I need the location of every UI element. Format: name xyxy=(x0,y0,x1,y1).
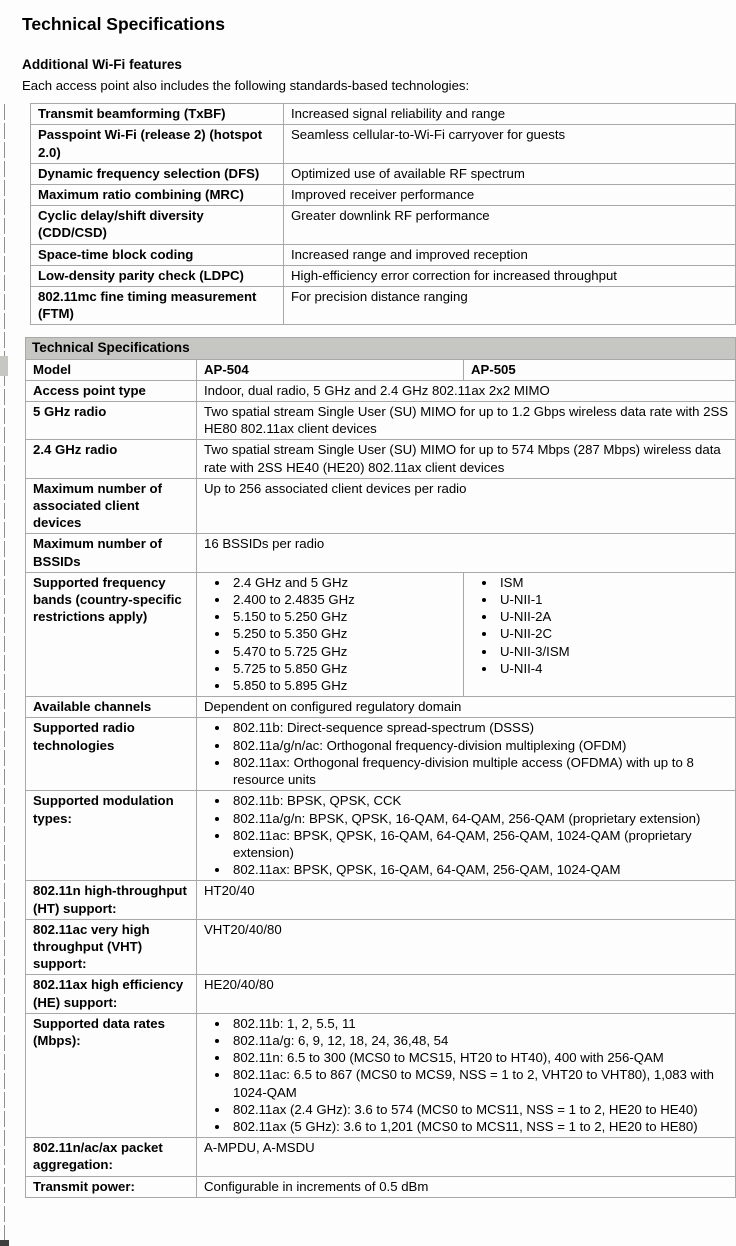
feature-value: Optimized use of available RF spectrum xyxy=(284,163,736,184)
bullet-item: • ISM xyxy=(497,574,731,591)
data-rates-list xyxy=(197,1015,731,1135)
bullet-item: • 2.400 to 2.4835 GHz xyxy=(230,591,459,608)
bullet-item: • 802.11ax: BPSK, QPSK, 16-QAM, 64-QAM, 256-QAM, 1024-QAM xyxy=(230,861,731,878)
spec-bullet-cell xyxy=(197,572,464,696)
bullet-item: • 802.11ac: 6.5 to 867 (MCS0 to MCS9, NSS = 1 to 2, VHT20 to VHT80), 1,083 with 1024-QAM xyxy=(230,1066,731,1100)
spec-label: 2.4 GHz radio xyxy=(26,440,197,478)
table-row xyxy=(31,265,736,286)
bullet-item: • U-NII-2C xyxy=(497,625,731,642)
spec-bullet-cell xyxy=(197,1013,736,1137)
spec-value: 16 BSSIDs per radio xyxy=(197,534,736,572)
bullet-item: • 802.11ax (2.4 GHz): 3.6 to 574 (MCS0 to MCS11, NSS = 1 to 2, HE20 to HE40) xyxy=(230,1101,731,1118)
bullet-item: • 802.11ac: BPSK, QPSK, 16-QAM, 64-QAM, 256-QAM, 1024-QAM (proprietary extension) xyxy=(230,827,731,861)
table-row xyxy=(31,244,736,265)
feature-value: Seamless cellular-to-Wi-Fi carryover for guests xyxy=(284,125,736,163)
bullet-item: • 802.11b: BPSK, QPSK, CCK xyxy=(230,792,731,809)
spec-label: 5 GHz radio xyxy=(26,402,197,440)
feature-value: Greater downlink RF performance xyxy=(284,206,736,244)
spec-value: Up to 256 associated client devices per radio xyxy=(197,478,736,534)
bullet-item: • U-NII-1 xyxy=(497,591,731,608)
spec-bullet-cell xyxy=(464,572,736,696)
spec-value: VHT20/40/80 xyxy=(197,919,736,975)
bullet-item: • 802.11ax: Orthogonal frequency-division multiple access (OFDMA) with up to 8 resource units xyxy=(230,754,731,788)
feature-value: For precision distance ranging xyxy=(284,287,736,325)
spec-label: 802.11ac very high throughput (VHT) support: xyxy=(26,919,197,975)
bullet-item: • U-NII-3/ISM xyxy=(497,643,731,660)
model-row xyxy=(26,359,736,380)
bullet-item: • 5.150 to 5.250 GHz xyxy=(230,608,459,625)
spec-value: Two spatial stream Single User (SU) MIMO for up to 574 Mbps (287 Mbps) wireless data rate with 2SS HE40 (HE20) 802.11ax client devices xyxy=(197,440,736,478)
bullet-item: • 5.250 to 5.350 GHz xyxy=(230,625,459,642)
spec-label: Supported radio technologies xyxy=(26,718,197,791)
feature-label: Passpoint Wi-Fi (release 2) (hotspot 2.0) xyxy=(31,125,284,163)
table-row xyxy=(26,975,736,1013)
bullet-item: • U-NII-4 xyxy=(497,660,731,677)
table-row xyxy=(26,402,736,440)
feature-label: Space-time block coding xyxy=(31,244,284,265)
feature-value: High-efficiency error correction for increased throughput xyxy=(284,265,736,286)
model-ap505: AP-505 xyxy=(464,359,736,380)
bullet-item: • 802.11n: 6.5 to 300 (MCS0 to MCS15, HT20 to HT40), 400 with 256-QAM xyxy=(230,1049,731,1066)
table-row xyxy=(31,287,736,325)
table-row xyxy=(26,919,736,975)
spec-value: Indoor, dual radio, 5 GHz and 2.4 GHz 802.11ax 2x2 MIMO xyxy=(197,380,736,401)
table-row xyxy=(31,163,736,184)
table-row xyxy=(26,791,736,881)
cropped-left-table-edge xyxy=(4,104,5,1246)
feature-label: Low-density parity check (LDPC) xyxy=(31,265,284,286)
table-row xyxy=(26,1176,736,1197)
spec-label: Maximum number of associated client devices xyxy=(26,478,197,534)
table-row xyxy=(26,697,736,718)
table-row xyxy=(31,206,736,244)
bullet-item: • 5.850 to 5.895 GHz xyxy=(230,677,459,694)
spec-bullet-cell xyxy=(197,791,736,881)
spec-value: Dependent on configured regulatory domain xyxy=(197,697,736,718)
feature-label: Maximum ratio combining (MRC) xyxy=(31,185,284,206)
spec-label: Supported modulation types: xyxy=(26,791,197,881)
wifi-features-table xyxy=(30,103,736,325)
table-row xyxy=(26,1013,736,1137)
bullet-item: • 802.11a/g/n/ac: Orthogonal frequency-division multiplexing (OFDM) xyxy=(230,737,731,754)
band-names-list xyxy=(464,574,731,677)
bullet-item: • 2.4 GHz and 5 GHz xyxy=(230,574,459,591)
model-label: Model xyxy=(26,359,197,380)
bullet-item: • 802.11a/g/n: BPSK, QPSK, 16-QAM, 64-QAM, 256-QAM (proprietary extension) xyxy=(230,810,731,827)
bullet-item: • 5.470 to 5.725 GHz xyxy=(230,643,459,660)
bullet-item: • 5.725 to 5.850 GHz xyxy=(230,660,459,677)
feature-label: Transmit beamforming (TxBF) xyxy=(31,104,284,125)
spec-label: Supported data rates (Mbps): xyxy=(26,1013,197,1137)
wifi-features-intro: Each access point also includes the following standards-based technologies: xyxy=(22,77,470,93)
radio-technologies-list xyxy=(197,719,731,788)
spec-label: Supported frequency bands (country-specific restrictions apply) xyxy=(26,572,197,696)
table-row xyxy=(26,534,736,572)
cropped-bottom-left-fragment xyxy=(0,1240,9,1246)
spec-label: 802.11n high-throughput (HT) support: xyxy=(26,881,197,919)
bullet-item: • 802.11b: 1, 2, 5.5, 11 xyxy=(230,1015,731,1032)
spec-value: Configurable in increments of 0.5 dBm xyxy=(197,1176,736,1197)
feature-value: Increased signal reliability and range xyxy=(284,104,736,125)
table-row xyxy=(26,478,736,534)
table-row xyxy=(26,380,736,401)
spec-label: Transmit power: xyxy=(26,1176,197,1197)
table-row xyxy=(26,1138,736,1176)
feature-value: Increased range and improved reception xyxy=(284,244,736,265)
bullet-item: • 802.11b: Direct-sequence spread-spectrum (DSSS) xyxy=(230,719,731,736)
table-row xyxy=(31,125,736,163)
page-title: Technical Specifications xyxy=(22,14,225,34)
model-ap504: AP-504 xyxy=(197,359,464,380)
spec-label: 802.11n/ac/ax packet aggregation: xyxy=(26,1138,197,1176)
table-row xyxy=(26,440,736,478)
spec-label: Available channels xyxy=(26,697,197,718)
table-row xyxy=(26,718,736,791)
spec-label: 802.11ax high efficiency (HE) support: xyxy=(26,975,197,1013)
table-row xyxy=(26,881,736,919)
feature-label: 802.11mc fine timing measurement (FTM) xyxy=(31,287,284,325)
spec-value: HE20/40/80 xyxy=(197,975,736,1013)
feature-label: Dynamic frequency selection (DFS) xyxy=(31,163,284,184)
table-row xyxy=(31,185,736,206)
spec-section-bar xyxy=(26,338,736,359)
table-row xyxy=(26,572,736,696)
bullet-item: • 802.11a/g: 6, 9, 12, 18, 24, 36,48, 54 xyxy=(230,1032,731,1049)
spec-section-bar-title: Technical Specifications xyxy=(26,338,736,359)
bullet-item: • 802.11ax (5 GHz): 3.6 to 1,201 (MCS0 to MCS11, NSS = 1 to 2, HE20 to HE80) xyxy=(230,1118,731,1135)
spec-bullet-cell xyxy=(197,718,736,791)
spec-label: Maximum number of BSSIDs xyxy=(26,534,197,572)
feature-value: Improved receiver performance xyxy=(284,185,736,206)
frequency-bands-list xyxy=(197,574,459,694)
spec-label: Access point type xyxy=(26,380,197,401)
modulation-types-list xyxy=(197,792,731,878)
table-row xyxy=(31,104,736,125)
bullet-item: • U-NII-2A xyxy=(497,608,731,625)
spec-table xyxy=(25,337,736,1197)
spec-value: HT20/40 xyxy=(197,881,736,919)
cropped-left-gray-bar-fragment xyxy=(0,356,8,376)
wifi-features-heading: Additional Wi-Fi features xyxy=(22,57,182,72)
spec-value: Two spatial stream Single User (SU) MIMO for up to 1.2 Gbps wireless data rate with 2SS HE80 802.11ax client devices xyxy=(197,402,736,440)
feature-label: Cyclic delay/shift diversity (CDD/CSD) xyxy=(31,206,284,244)
spec-value: A-MPDU, A-MSDU xyxy=(197,1138,736,1176)
